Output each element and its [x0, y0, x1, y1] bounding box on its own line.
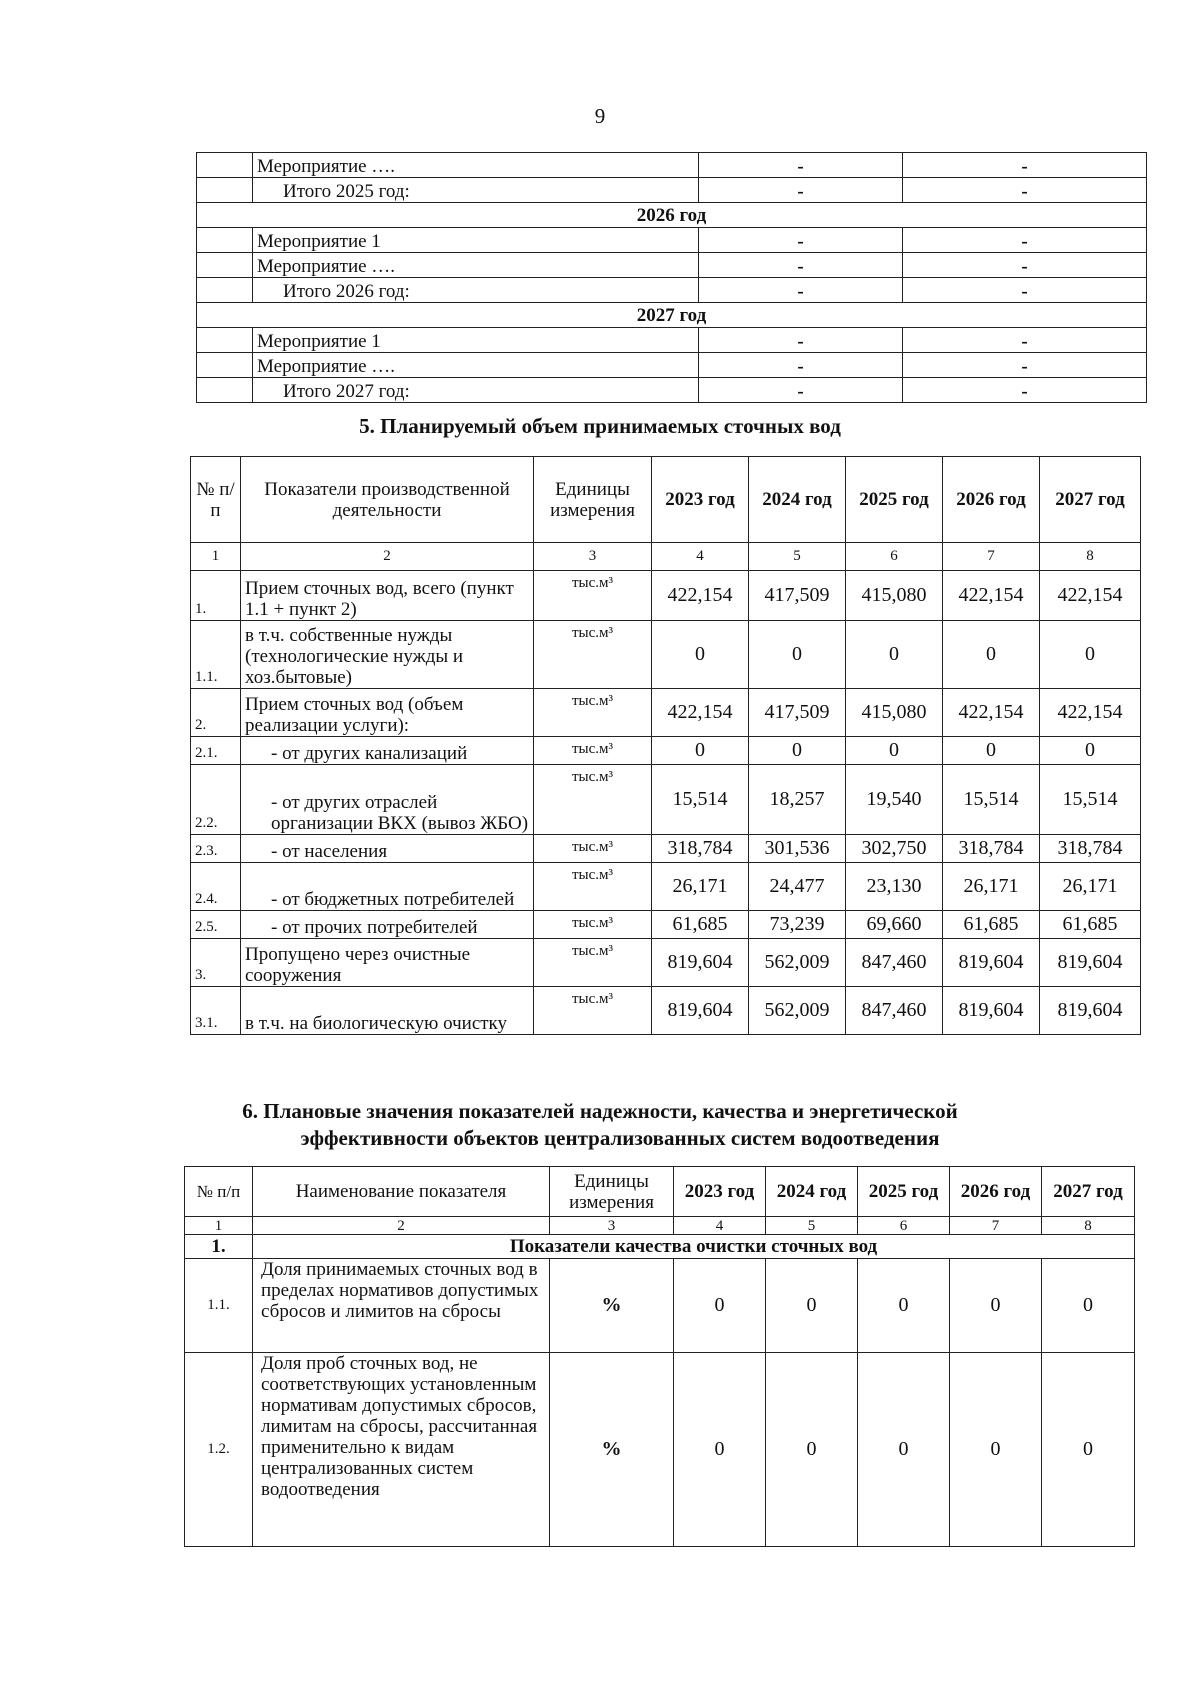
value-cell: 422,154	[652, 689, 749, 737]
table-row	[197, 378, 1147, 403]
row-num-cell	[197, 278, 253, 303]
value-cell: -	[903, 353, 1147, 378]
row-num-cell	[197, 178, 253, 203]
value-cell: 819,604	[652, 987, 749, 1035]
unit-cell: тыс.м³	[534, 835, 652, 863]
indicator-name: Прием сточных вод (объем реализации услуги):	[241, 689, 534, 737]
value-cell: 0	[1040, 621, 1141, 689]
value-cell: 61,685	[1040, 911, 1141, 939]
header-2025: 2025 год	[858, 1167, 950, 1217]
indicator-name: Прием сточных вод, всего (пункт 1.1 + пункт 2)	[241, 571, 534, 621]
activity-label: Мероприятие ….	[253, 353, 699, 378]
row-num-cell	[197, 328, 253, 353]
value-cell: 422,154	[943, 689, 1040, 737]
unit-cell: тыс.м³	[534, 863, 652, 911]
value-cell: -	[699, 353, 903, 378]
value-cell: 15,514	[652, 765, 749, 835]
row-number: 2.4.	[191, 863, 241, 911]
col-number: 3	[550, 1217, 674, 1235]
year-row	[197, 303, 1147, 328]
value-cell: 422,154	[943, 571, 1040, 621]
row-number: 3.	[191, 939, 241, 987]
indicator-name: - от других отраслей организации ВКХ (вывоз ЖБО)	[241, 765, 534, 835]
value-cell: -	[903, 178, 1147, 203]
header-2027: 2027 год	[1042, 1167, 1135, 1217]
value-cell: 417,509	[749, 689, 846, 737]
value-cell: 61,685	[652, 911, 749, 939]
value-cell: 0	[950, 1259, 1042, 1353]
table-row	[191, 863, 1141, 911]
col-number: 3	[534, 543, 652, 571]
value-cell: 0	[846, 737, 943, 765]
unit-cell: тыс.м³	[534, 571, 652, 621]
value-cell: 0	[766, 1259, 858, 1353]
indicator-name: - от бюджетных потребителей	[241, 863, 534, 911]
value-cell: 819,604	[943, 987, 1040, 1035]
value-cell: 0	[652, 737, 749, 765]
value-cell: 0	[858, 1353, 950, 1547]
year-label: 2026 год	[197, 203, 1147, 228]
value-cell: 819,604	[1040, 987, 1141, 1035]
value-cell: -	[903, 253, 1147, 278]
value-cell: 0	[749, 737, 846, 765]
total-label: Итого 2025 год:	[253, 178, 699, 203]
value-cell: -	[699, 278, 903, 303]
value-cell: 0	[652, 621, 749, 689]
row-num-cell	[197, 228, 253, 253]
row-number: 3.1.	[191, 987, 241, 1035]
header-indicator-name: Наименование показателя	[253, 1167, 550, 1217]
table-row	[197, 228, 1147, 253]
col-number: 6	[846, 543, 943, 571]
value-cell: 318,784	[652, 835, 749, 863]
value-cell: 302,750	[846, 835, 943, 863]
unit-cell: тыс.м³	[534, 939, 652, 987]
page-number: 9	[594, 104, 606, 128]
row-num-cell	[197, 253, 253, 278]
row-number: 2.2.	[191, 765, 241, 835]
table-row	[191, 911, 1141, 939]
value-cell: 0	[1040, 737, 1141, 765]
value-cell: 318,784	[943, 835, 1040, 863]
col-number: 2	[253, 1217, 550, 1235]
row-number: 2.5.	[191, 911, 241, 939]
row-number: 1.1.	[185, 1259, 253, 1353]
value-cell: 23,130	[846, 863, 943, 911]
col-number: 4	[674, 1217, 766, 1235]
row-num-cell	[197, 353, 253, 378]
header-2027: 2027 год	[1040, 457, 1141, 543]
table-row	[191, 987, 1141, 1035]
col-number: 1	[191, 543, 241, 571]
value-cell: 26,171	[1040, 863, 1141, 911]
indicator-name: - от населения	[241, 835, 534, 863]
value-cell: 562,009	[749, 987, 846, 1035]
row-number: 1.1.	[191, 621, 241, 689]
value-cell: 0	[1042, 1259, 1135, 1353]
total-label: Итого 2027 год:	[253, 378, 699, 403]
value-cell: 847,460	[846, 987, 943, 1035]
row-number: 2.3.	[191, 835, 241, 863]
section-6-heading-line1: 6. Плановые значения показателей надежности, качества и энергетической	[242, 1099, 958, 1123]
table-header-row	[185, 1167, 1135, 1217]
header-unit: Единицы измерения	[534, 457, 652, 543]
quality-indicators-table	[184, 1166, 1135, 1547]
group-title: Показатели качества очистки сточных вод	[253, 1235, 1135, 1259]
header-indicator: Показатели производственной деятельности	[241, 457, 534, 543]
value-cell: 69,660	[846, 911, 943, 939]
value-cell: -	[699, 253, 903, 278]
header-2024: 2024 год	[766, 1167, 858, 1217]
activity-label: Мероприятие ….	[253, 153, 699, 178]
section-6-heading	[0, 1098, 1200, 1152]
activities-table	[196, 152, 1147, 403]
value-cell: -	[903, 228, 1147, 253]
value-cell: 422,154	[1040, 689, 1141, 737]
value-cell: -	[699, 153, 903, 178]
row-num-cell	[197, 153, 253, 178]
col-number: 4	[652, 543, 749, 571]
header-2026: 2026 год	[950, 1167, 1042, 1217]
unit-cell: тыс.м³	[534, 765, 652, 835]
indicator-name: в т.ч. собственные нужды (технологические нужды и хоз.бытовые)	[241, 621, 534, 689]
value-cell: 415,080	[846, 689, 943, 737]
row-number: 2.	[191, 689, 241, 737]
unit-cell: тыс.м³	[534, 987, 652, 1035]
row-number: 2.1.	[191, 737, 241, 765]
table-row	[191, 621, 1141, 689]
col-number: 6	[858, 1217, 950, 1235]
table-row	[191, 689, 1141, 737]
value-cell: 0	[950, 1353, 1042, 1547]
value-cell: -	[903, 378, 1147, 403]
activity-label: Мероприятие ….	[253, 253, 699, 278]
value-cell: 15,514	[1040, 765, 1141, 835]
table-row	[185, 1259, 1135, 1353]
value-cell: 301,536	[749, 835, 846, 863]
indicator-name: Пропущено через очистные сооружения	[241, 939, 534, 987]
header-2023: 2023 год	[674, 1167, 766, 1217]
column-number-row	[191, 543, 1141, 571]
value-cell: 819,604	[652, 939, 749, 987]
col-number: 7	[950, 1217, 1042, 1235]
value-cell: 0	[846, 621, 943, 689]
unit-cell: тыс.м³	[534, 737, 652, 765]
col-number: 2	[241, 543, 534, 571]
header-unit: Единицы измерения	[550, 1167, 674, 1217]
total-label: Итого 2026 год:	[253, 278, 699, 303]
value-cell: 0	[766, 1353, 858, 1547]
value-cell: -	[699, 178, 903, 203]
col-number: 5	[749, 543, 846, 571]
col-number: 7	[943, 543, 1040, 571]
value-cell: 819,604	[1040, 939, 1141, 987]
table-row	[191, 571, 1141, 621]
value-cell: 422,154	[1040, 571, 1141, 621]
table-header-row	[191, 457, 1141, 543]
value-cell: 19,540	[846, 765, 943, 835]
activity-label: Мероприятие 1	[253, 328, 699, 353]
value-cell: 0	[943, 621, 1040, 689]
section-5-heading: 5. Планируемый объем принимаемых сточных вод	[359, 414, 841, 438]
header-2023: 2023 год	[652, 457, 749, 543]
group-row	[185, 1235, 1135, 1259]
table-row	[185, 1353, 1135, 1547]
year-row	[197, 203, 1147, 228]
value-cell: 422,154	[652, 571, 749, 621]
value-cell: 562,009	[749, 939, 846, 987]
table-row	[197, 278, 1147, 303]
table-row	[197, 178, 1147, 203]
indicator-name: Доля принимаемых сточных вод в пределах нормативов допустимых сбросов и лимитов на сбросы	[253, 1259, 550, 1353]
value-cell: 0	[674, 1259, 766, 1353]
col-number: 5	[766, 1217, 858, 1235]
unit-cell: %	[550, 1353, 674, 1547]
value-cell: 18,257	[749, 765, 846, 835]
value-cell: -	[903, 328, 1147, 353]
header-2026: 2026 год	[943, 457, 1040, 543]
value-cell: 73,239	[749, 911, 846, 939]
value-cell: 26,171	[943, 863, 1040, 911]
indicator-name: Доля проб сточных вод, не соответствующих установленным нормативам допустимых сбросов, лимитам на сбросы, рассчитанная применительно к видам централизованных систем водоотведения	[253, 1353, 550, 1547]
table-row	[197, 353, 1147, 378]
value-cell: -	[699, 228, 903, 253]
table-row	[191, 939, 1141, 987]
value-cell: -	[903, 153, 1147, 178]
activity-label: Мероприятие 1	[253, 228, 699, 253]
row-number: 1.	[191, 571, 241, 621]
table-row	[191, 765, 1141, 835]
table-row	[197, 153, 1147, 178]
indicator-name: в т.ч. на биологическую очистку	[241, 987, 534, 1035]
value-cell: 819,604	[943, 939, 1040, 987]
value-cell: 0	[858, 1259, 950, 1353]
column-number-row	[185, 1217, 1135, 1235]
row-number: 1.2.	[185, 1353, 253, 1547]
value-cell: 0	[1042, 1353, 1135, 1547]
value-cell: 61,685	[943, 911, 1040, 939]
col-number: 8	[1040, 543, 1141, 571]
value-cell: 0	[674, 1353, 766, 1547]
value-cell: 26,171	[652, 863, 749, 911]
value-cell: 417,509	[749, 571, 846, 621]
indicator-name: - от прочих потребителей	[241, 911, 534, 939]
value-cell: -	[699, 328, 903, 353]
value-cell: 15,514	[943, 765, 1040, 835]
unit-cell: тыс.м³	[534, 911, 652, 939]
header-num: № п/п	[185, 1167, 253, 1217]
unit-cell: тыс.м³	[534, 689, 652, 737]
value-cell: 415,080	[846, 571, 943, 621]
year-label: 2027 год	[197, 303, 1147, 328]
wastewater-volume-table	[190, 456, 1141, 1035]
row-num-cell	[197, 378, 253, 403]
section-6-heading-line2: эффективности объектов централизованных систем водоотведения	[300, 1126, 940, 1150]
value-cell: 847,460	[846, 939, 943, 987]
col-number: 1	[185, 1217, 253, 1235]
header-2024: 2024 год	[749, 457, 846, 543]
header-num: № п/п	[191, 457, 241, 543]
header-2025: 2025 год	[846, 457, 943, 543]
group-number: 1.	[185, 1235, 253, 1259]
table-row	[191, 835, 1141, 863]
value-cell: 0	[749, 621, 846, 689]
table-row	[197, 253, 1147, 278]
unit-cell: тыс.м³	[534, 621, 652, 689]
indicator-name: - от других канализаций	[241, 737, 534, 765]
value-cell: -	[699, 378, 903, 403]
value-cell: 24,477	[749, 863, 846, 911]
unit-cell: %	[550, 1259, 674, 1353]
table-row	[197, 328, 1147, 353]
value-cell: -	[903, 278, 1147, 303]
col-number: 8	[1042, 1217, 1135, 1235]
value-cell: 0	[943, 737, 1040, 765]
table-row	[191, 737, 1141, 765]
value-cell: 318,784	[1040, 835, 1141, 863]
